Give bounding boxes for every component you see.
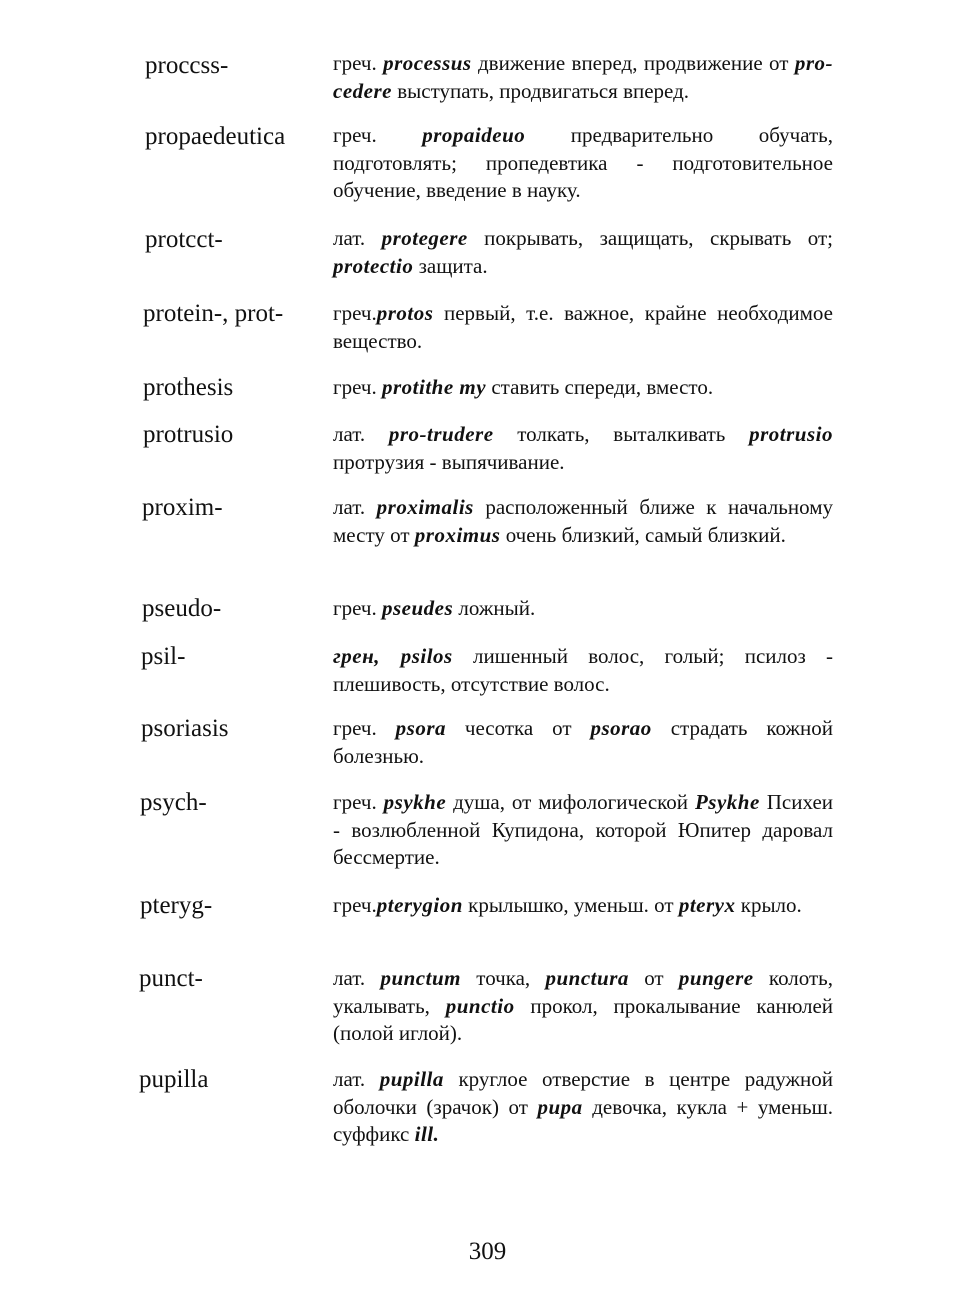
entry-definition [333, 225, 833, 280]
page-number: 309 [468, 1238, 507, 1265]
definition-text: лат. [333, 495, 377, 519]
definition-text: выступать, продвигаться вперед. [391, 78, 690, 103]
entry-term: protrusio [143, 421, 234, 448]
entry-term: pseudo- [142, 595, 222, 622]
etymon-word: punctio [445, 993, 515, 1018]
definition-text: лишенный волос, голый; псилоз - плешивость, отсутствие волос. [333, 644, 833, 696]
definition-text: колоть, укалывать, [333, 966, 833, 1018]
definition-text: очень близкий, самый близкий. [500, 522, 786, 547]
definition-text: греч. [333, 596, 382, 620]
etymon-word: pseudes [381, 596, 454, 620]
definition-text: девочка, кукла + уменьш. суффикс [333, 1094, 833, 1146]
definition-text: греч. [333, 301, 377, 325]
definition-text: движение вперед, продвижение от [471, 51, 795, 75]
entry-term: proccss- [145, 52, 229, 79]
entry-term: pteryg- [140, 892, 213, 919]
etymon-word: грен, psilos [333, 644, 453, 668]
etymon-word: psykhe [383, 790, 447, 814]
entry-definition [333, 643, 833, 698]
definition-text: лат. [333, 1067, 380, 1091]
entry-definition [333, 494, 833, 549]
etymon-word: proximus [414, 522, 501, 547]
entry-definition [333, 421, 833, 476]
definition-text: от [628, 966, 679, 990]
entry-definition [333, 300, 833, 355]
definition-text: греч. [333, 51, 384, 75]
etymon-word: proximalis [376, 495, 474, 519]
definition-text: чесотка от [446, 716, 591, 740]
definition-text: лат. [333, 422, 389, 446]
definition-text: покрывать, защищать, скрывать от; [467, 226, 833, 250]
definition-text: предварительно обучать, подготовлять; пропедевтика - подготовительное обучение, введение в науку. [333, 123, 833, 202]
definition-text: круглое отверстие в центре радужной оболочки (зрачок) от [333, 1067, 833, 1119]
definition-text: Психеи - возлюбленной Купидона, которой Юпитер даровал бессмертие. [333, 790, 833, 869]
etymon-word: protrusio [749, 422, 833, 446]
etymon-word: processus [383, 51, 472, 75]
entry-definition [333, 1066, 833, 1149]
entry-definition [333, 892, 833, 920]
definition-text: лат. [333, 226, 382, 250]
definition-text: ложный. [453, 596, 536, 620]
entry-term: psych- [140, 789, 207, 816]
etymon-word: propaideuo [422, 123, 526, 147]
etymon-word: Psykhe [694, 790, 760, 814]
definition-text: греч. [333, 790, 384, 814]
etymon-word: ill. [414, 1122, 440, 1146]
etymon-word: psorao [590, 716, 652, 740]
definition-text: греч. [333, 716, 396, 740]
etymon-word: punctum [380, 966, 461, 990]
etymon-word: pteryx [678, 893, 736, 917]
etymon-word: pterygion [376, 893, 463, 917]
etymon-word: pro-cedere [333, 51, 833, 103]
entry-term: punct- [139, 965, 203, 992]
definition-text: душа, от мифологической [446, 790, 695, 814]
entry-term: prothesis [143, 374, 234, 401]
entry-definition [333, 965, 833, 1048]
entry-term: propaedeutica [145, 123, 286, 150]
etymon-word: protegere [381, 226, 468, 250]
definition-text: греч. [333, 375, 382, 399]
definition-text: защита. [413, 253, 488, 278]
etymon-word: psora [395, 716, 446, 740]
entry-term: protcct- [145, 226, 223, 253]
entry-definition [333, 789, 833, 872]
entry-term: pupilla [139, 1066, 209, 1093]
entry-definition [333, 122, 833, 205]
definition-text: расположенный ближе к начальному месту от [333, 495, 833, 547]
definition-text: ставить спереди, вместо. [486, 375, 714, 399]
entry-definition [333, 595, 833, 623]
entry-definition [333, 50, 833, 105]
definition-text: толкать, выталкивать [493, 422, 750, 446]
entry-definition [333, 374, 833, 402]
etymon-word: pupilla [379, 1067, 444, 1091]
etymon-word: protos [376, 301, 434, 325]
definition-text: крыло. [735, 893, 802, 917]
definition-text: греч. [333, 893, 377, 917]
entry-term: psil- [141, 643, 186, 670]
etymon-word: pupa [537, 1094, 583, 1119]
entry-term: proxim- [142, 494, 223, 521]
etymon-word: pungere [678, 966, 754, 990]
etymon-word: pro-trudere [388, 422, 494, 446]
etymon-word: punctura [545, 966, 629, 990]
etymon-word: protectio [333, 253, 414, 278]
definition-text: греч. [333, 123, 423, 147]
entry-term: psoriasis [141, 715, 229, 742]
definition-text: протрузия - выпячивание. [333, 449, 565, 474]
entry-term: protein-, prot- [143, 300, 284, 327]
definition-text: первый, т.е. важное, крайне необходимое вещество. [333, 301, 833, 353]
definition-text: страдать кожной болезнью. [333, 716, 834, 768]
definition-text: крылышко, уменьш. от [462, 893, 679, 917]
definition-text: прокол, прокалывание канюлей (полой иглой). [333, 993, 834, 1045]
definition-text: точка, [460, 966, 546, 990]
definition-text: лат. [333, 966, 381, 990]
entry-definition [333, 715, 833, 770]
etymon-word: protithe my [381, 375, 487, 399]
